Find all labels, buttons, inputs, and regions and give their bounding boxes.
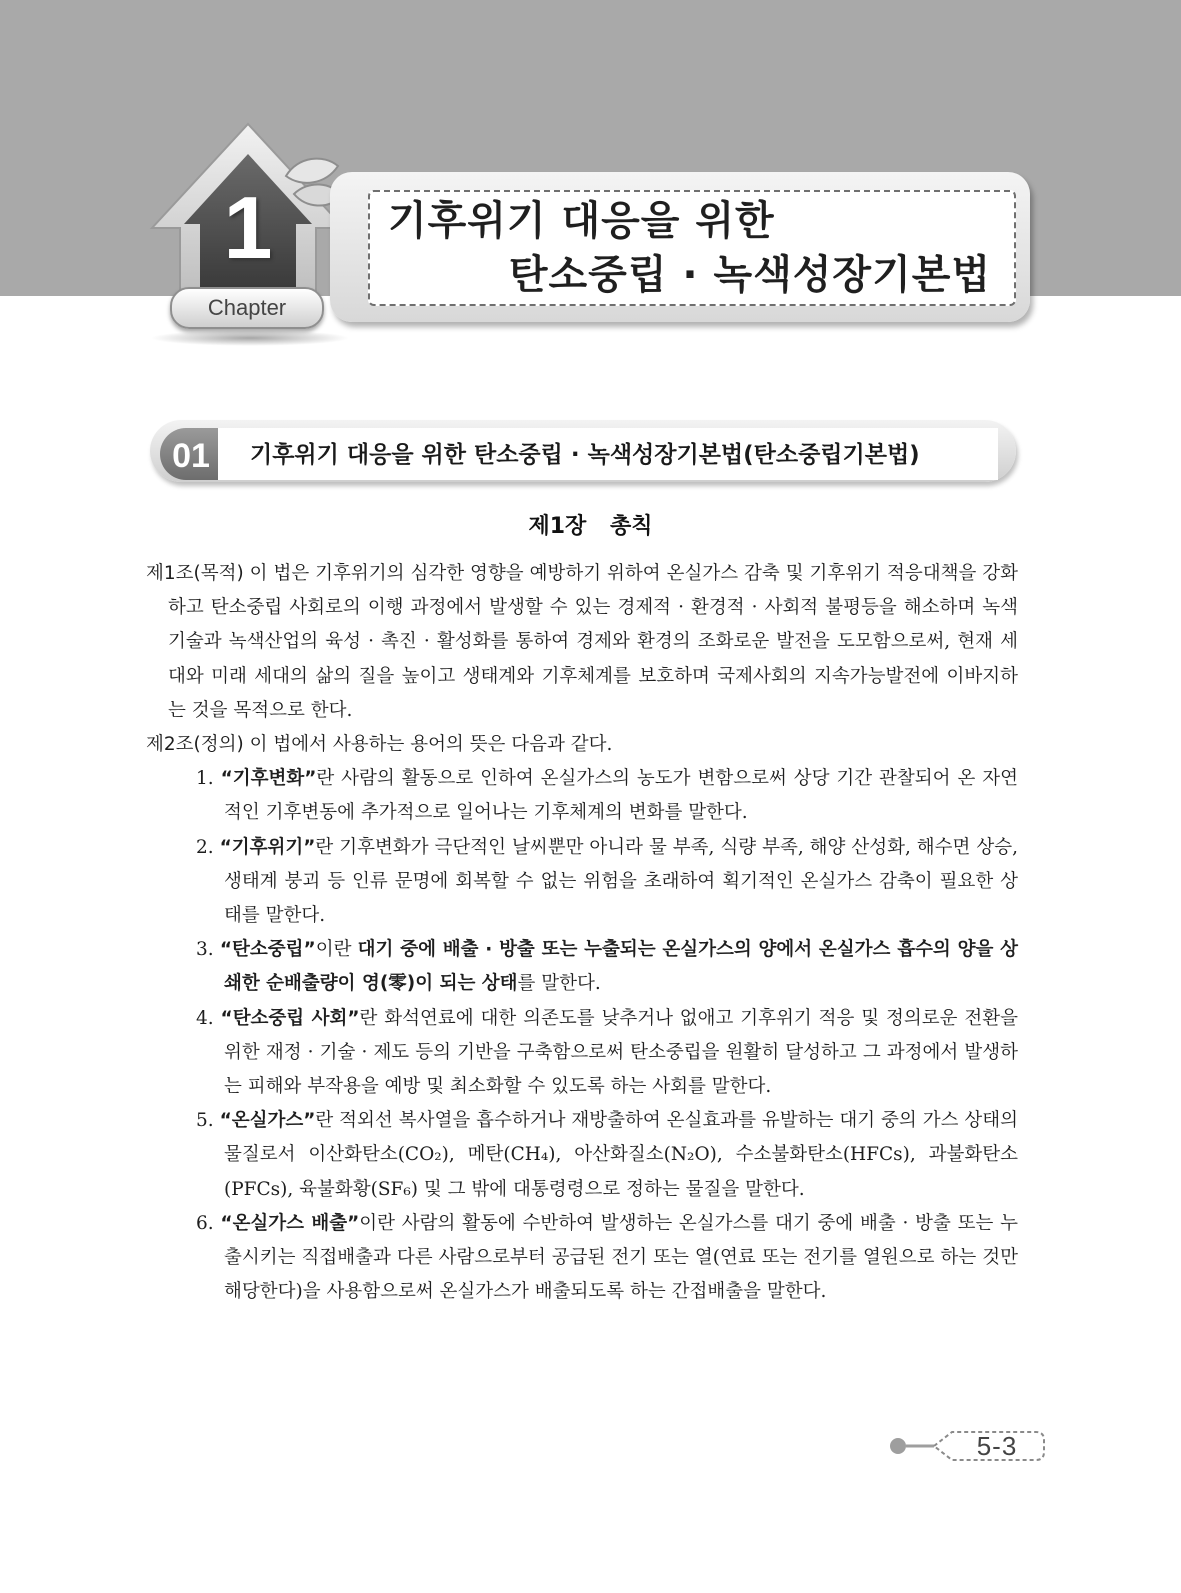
chapter-title-line1: 기후위기 대응을 위한 [388,198,775,244]
chapter-heading: 제1장 총칙 [528,514,653,539]
section-number: 01 [172,437,210,475]
page-number: 5-3 [976,1431,1018,1461]
document-body [146,557,1018,1309]
article-1-head: 제1조(목적) [146,563,244,584]
item-1-number: 1. [196,768,221,790]
item-1-term: “기후변화” [220,768,317,790]
item-2-term: “기후위기” [219,836,316,858]
definition-item-1 [146,762,1018,830]
definition-item-2 [146,831,1018,934]
item-4-text: 란 화석연료에 대한 의존도를 낮추거나 없애고 기후위기 적응 및 정의로운 전환을 위한 재정 · 기술 · 제도 등의 기반을 구축함으로써 탄소중립을 원활히 달성하고 그 과정에서 발생하는 피해와 부작용을 예방 및 최소화할 수 있도록 하는 사회를 말한다. [224,1007,1018,1098]
definition-item-3 [146,933,1018,1001]
definition-item-6 [146,1207,1018,1310]
definition-item-5 [146,1104,1018,1207]
item-5-number: 5. [196,1110,220,1132]
item-3-pre: 이란 [315,939,358,961]
item-3-text: 를 말한다. [517,973,601,995]
item-6-text: 이란 사람의 활동에 수반하여 발생하는 온실가스를 대기 중에 배출 · 방출 또는 누출시키는 직접배출과 다른 사람으로부터 공급된 전기 또는 열(연료 또는 전기를 열원으로 하는 것만 해당한다)을 사용함으로써 온실가스가 배출되도록 하는 간접배출을 말한다. [224,1212,1018,1303]
item-6-term: “온실가스 배출” [220,1212,360,1234]
article-1 [146,557,1018,728]
item-6-number: 6. [196,1212,221,1234]
article-2-head: 제2조(정의) [146,734,244,756]
chapter-shadow [150,330,350,346]
chapter-label: Chapter [170,287,324,329]
item-2-text: 란 기후변화가 극단적인 날씨뿐만 아니라 물 부족, 식량 부족, 해양 산성화, 해수면 상승, 생태계 붕괴 등 인류 문명에 회복할 수 없는 위험을 초래하여 획기적인 온실가스 감축이 필요한 상태를 말한다. [224,836,1018,927]
chapter-title-line2: 탄소중립 · 녹색성장기본법 [508,252,991,298]
section-title: 기후위기 대응을 위한 탄소중립 · 녹색성장기본법(탄소중립기본법) [250,442,920,468]
article-2-text: 이 법에서 사용하는 용어의 뜻은 다음과 같다. [243,734,613,756]
item-1-text: 란 사람의 활동으로 인하여 온실가스의 농도가 변함으로써 상당 기간 관찰되어 온 자연적인 기후변동에 추가적으로 일어나는 기후체계의 변화를 말한다. [224,768,1018,824]
item-3-emphasis: 대기 중에 배출 · 방출 또는 누출되는 온실가스의 양에서 온실가스 흡수의 양을 상쇄한 순배출량이 영(零)이 되는 상태 [224,939,1018,995]
item-3-term: “탄소중립” [219,939,316,961]
item-4-term: “탄소중립 사회” [220,1007,360,1029]
item-3-number: 3. [196,939,220,961]
article-2 [146,728,1018,762]
item-5-term: “온실가스” [219,1110,316,1132]
definition-item-4 [146,1002,1018,1105]
item-5-text: 란 적외선 복사열을 흡수하거나 재방출하여 온실효과를 유발하는 대기 중의 가스 상태의 물질로서 이산화탄소(CO₂), 메탄(CH₄), 아산화질소(N₂O), 수소불화탄소(HFCs), 과불화탄소(PFCs), 육불화황(SF₆) 및 그 밖에 대통령령으로 정하는 물질을 말한다. [224,1110,1018,1200]
item-4-number: 4. [196,1007,221,1029]
article-1-text: 이 법은 기후위기의 심각한 영향을 예방하기 위하여 온실가스 감축 및 기후위기 적응대책을 강화하고 탄소중립 사회로의 이행 과정에서 발생할 수 있는 경제적 · 환경적 · 사회적 불평등을 해소하며 녹색기술과 녹색산업의 육성 · 촉진 · 활성화를 통하여 경제와 환경의 조화로운 발전을 도모함으로써, 현재 세대와 미래 세대의 삶의 질을 높이고 생태계와 기후체계를 보호하며 국제사회의 지속가능발전에 이바지하는 것을 목적으로 한다. [168,563,1018,721]
chapter-number: 1 [223,178,273,277]
item-2-number: 2. [196,836,220,858]
